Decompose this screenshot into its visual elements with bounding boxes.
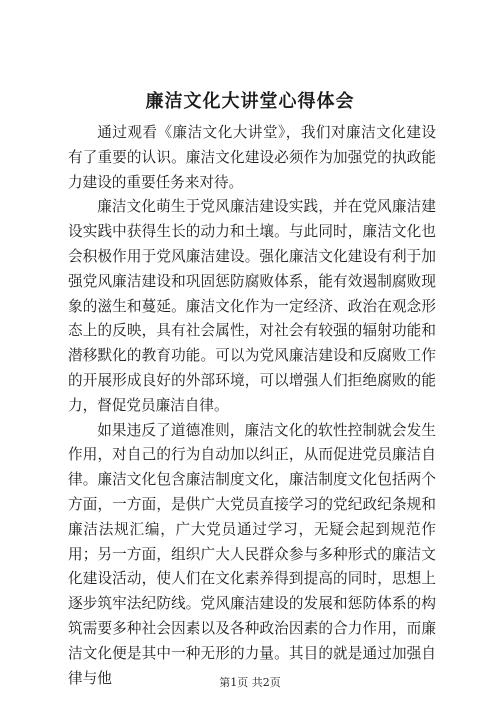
paragraph-2: 廉洁文化萌生于党风廉洁建设实践，并在党风廉洁建设实践中获得生长的动力和土壤。与此同时，廉洁文化也会积极作用于党风廉洁建设。强化廉洁文化建设有利于加强党风廉洁建设和巩固惩防腐败体系，能有效遏制腐败现象的滋生和蔓延。廉洁文化作为一定经济、政治在观念形态上的反映，具有社会属性，对社会有较强的辐射功能和潜移默化的教育功能。可以为党风廉洁建设和反腐败工作的开展形成良好的外部环境，可以增强人们拒绝腐败的能力，督促党员廉洁自律。 [68,198,436,414]
page-number-footer: 第1页 共2页 [219,676,281,689]
paragraph-1: 通过观看《廉洁文化大讲堂》，我们对廉洁文化建设有了重要的认识。廉洁文化建设必须作为加强党的执政能力建设的重要任务来对待。 [68,124,436,191]
document-title: 廉洁文化大讲堂心得体会 [145,91,355,112]
paragraph-3: 如果违反了道德准则，廉洁文化的软性控制就会发生作用，对自己的行为自动加以纠正，从而促进党员廉洁自律。廉洁文化包含廉洁制度文化，廉洁制度文化包括两个方面，一方面，是供广大党员直接学习的党纪政纪条规和廉洁法规汇编，广大党员通过学习，无疑会起到规范作用；另一方面，组织广大人民群众参与多种形式的廉洁文化建设活动，使人们在文化素养得到提高的同时，思想上逐步筑牢法纪防线。党风廉洁建设的发展和惩防体系的构筑需要多种社会因素以及各种政治因素的合力作用，而廉洁文化便是其中一种无形的力量。其目的就是通过加强自律与他 [68,421,436,687]
document-body [68,121,436,691]
